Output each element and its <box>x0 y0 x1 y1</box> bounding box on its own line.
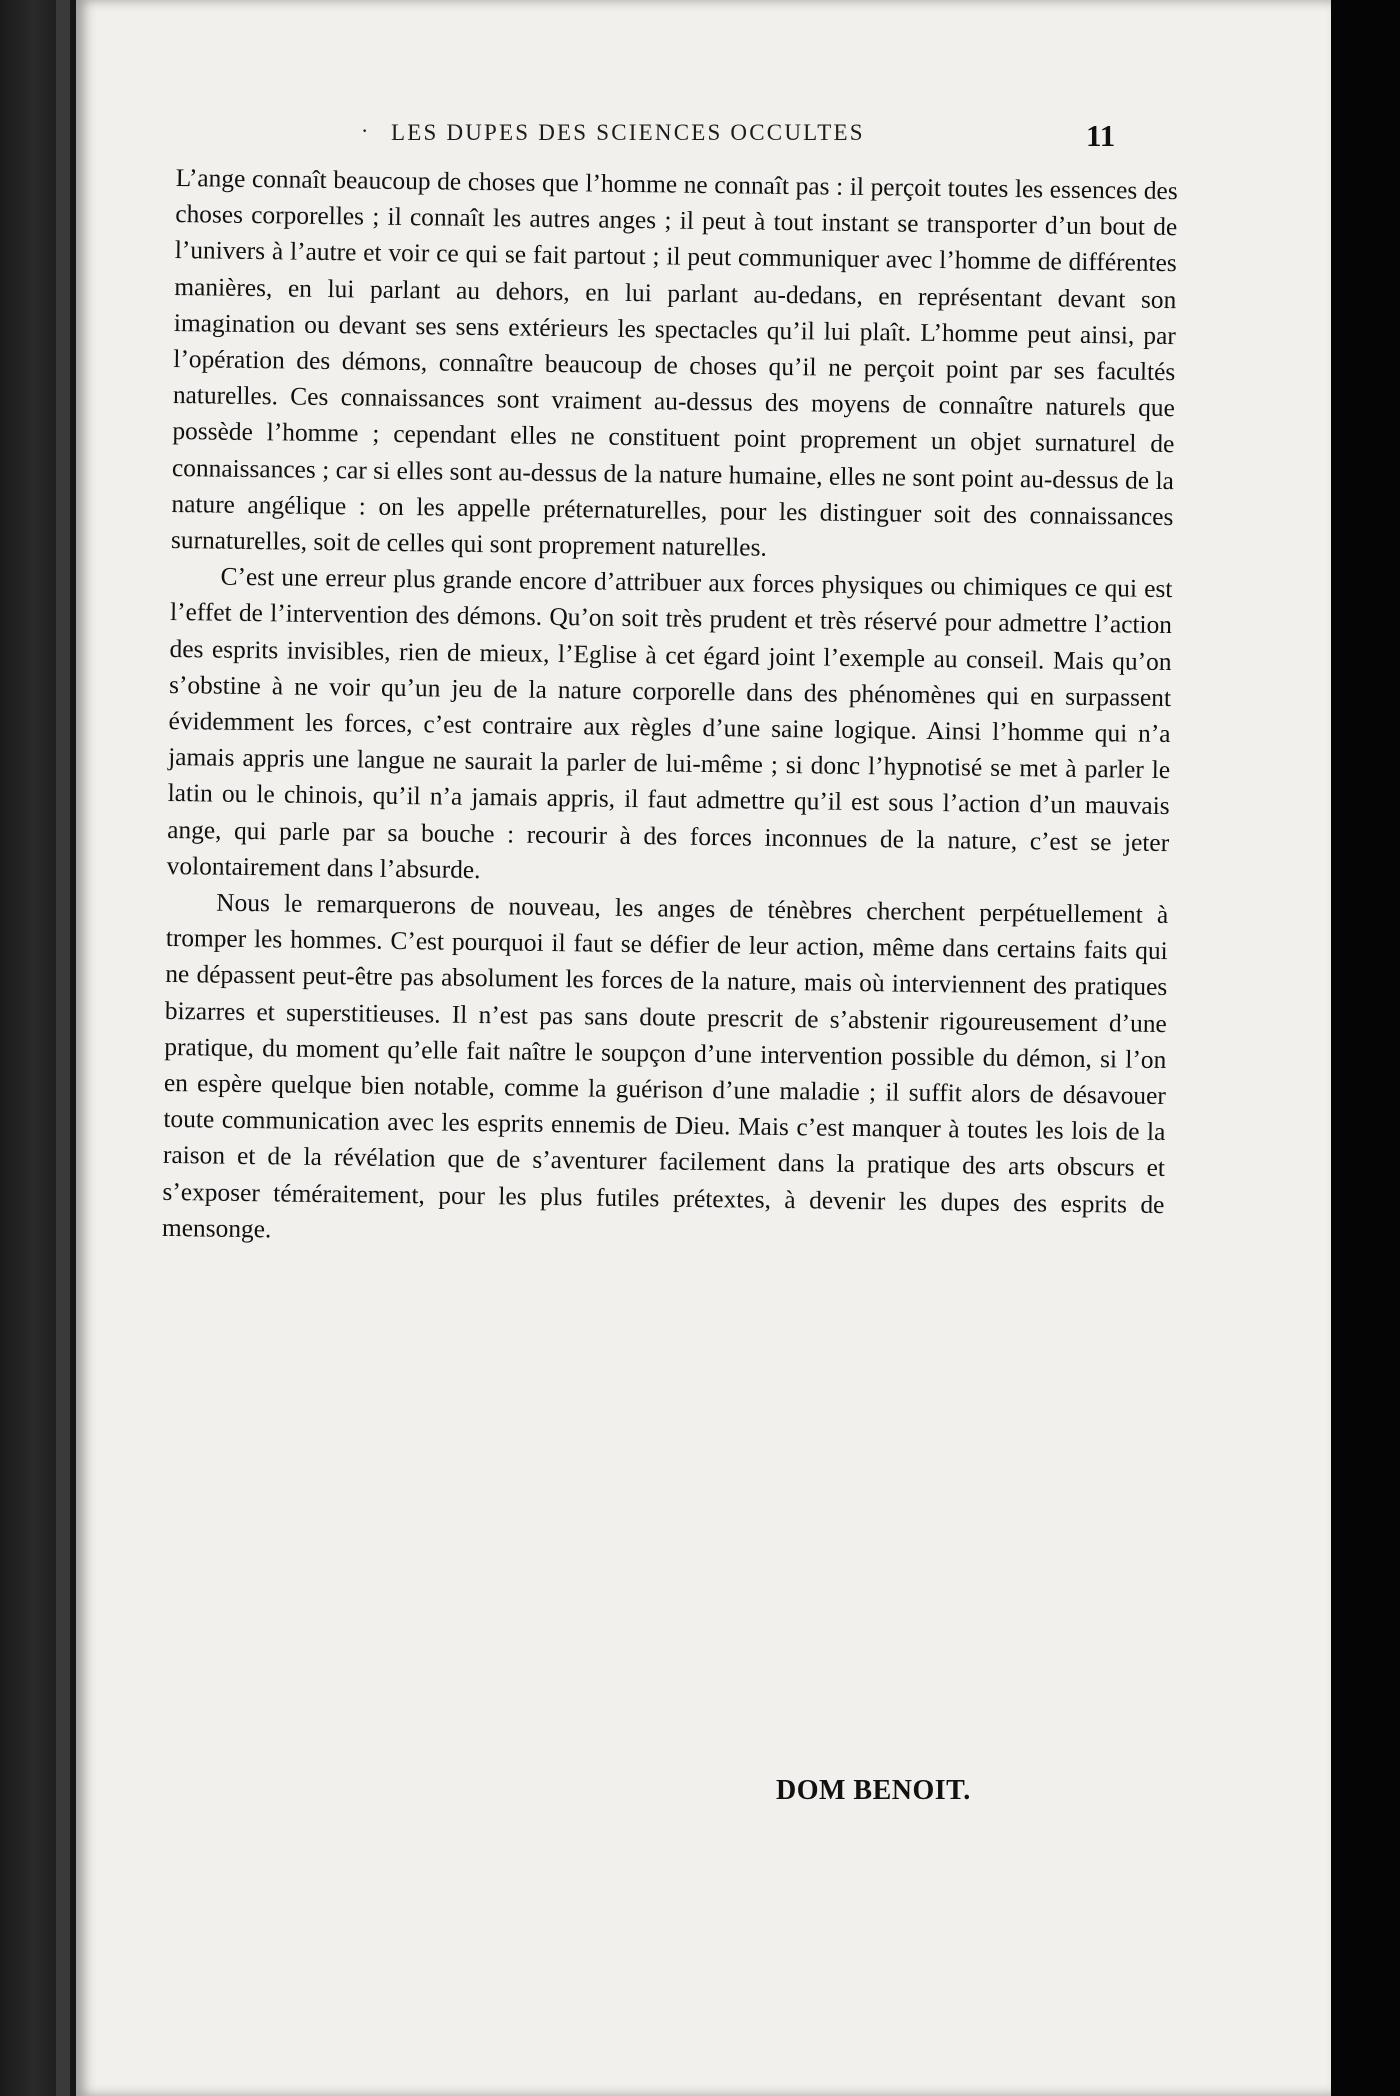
paragraph: L’ange connaît beaucoup de choses que l’homme ne connaît pas : il perçoit toutes les essences des choses corporelles ; il connaît les autres anges ; il peut à tout instant se transporter d’un bout de l’univers à l’autre et voir ce qui se fait partout ; il peut communiquer avec l’homme de différentes manières, en lui parlant au dehors, en lui parlant au-dedans, en représentant devant son imagination ou devant ses sens extérieurs les spectacles qu’il lui plaît. L’homme peut ainsi, par l’opération des démons, connaître beaucoup de choses qu’il ne perçoit point par ses facultés naturelles. Ces connaissances sont vraiment au-dessus des moyens de connaître naturels que possède l’homme ; cependant elles ne constituent point proprement un objet surnaturel de connaissances ; car si elles sont au-dessus de la nature humaine, elles ne sont point au-dessus de la nature angélique : on les appelle préternaturelles, pour les distinguer soit des connaissances surnaturelles, soit de celles qui sont proprement naturelles. <box>170 163 1178 562</box>
running-head <box>76 118 1331 158</box>
running-title: LES DUPES DES SCIENCES OCCULTES <box>391 120 865 145</box>
paragraph: Nous le remarquerons de nouveau, les anges de ténèbres cherchent perpétuellement à tromper les hommes. C’est pourquoi il faut se défier de leur action, même dans certains faits qui ne dépassent peut-être pas absolument les forces de la nature, mais où interviennent des pratiques bizarres et superstitieuses. Il n’est pas sans doute prescrit de s’abstenir rigoureusement d’une pratique, du moment qu’elle fait naître le soupçon d’une intervention possible du démon, si l’on en espère quelque bien notable, comme la guérison d’une maladie ; il suffit alors de désavouer toute communication avec les esprits ennemis de Dieu. Mais c’est manquer à toutes les lois de la raison et de la révélation que de s’aventurer facilement dans la pratique des arts obscurs et s’exposer téméraitement, pour les plus futiles prétextes, à devenir les dupes des esprits de mensonge. <box>161 888 1169 1244</box>
book-page <box>76 0 1331 2096</box>
scan-background <box>1331 0 1400 2096</box>
paragraph: C’est une erreur plus grande encore d’attribuer aux forces physiques ou chimiques ce qui est l’effet de l’intervention des démons. Qu’on soit très prudent et très réservé pour admettre l’action des esprits invisibles, rien de mieux, l’Eglise à cet égard joint l’exemple au conseil. Mais qu’on s’obstine à ne voir qu’un jeu de la nature corporelle dans des phénomènes qui en surpassent évidemment les forces, c’est contraire aux règles d’une saine logique. Ainsi l’homme qui n’a jamais appris une langue ne saurait la parler de lui-même ; si donc l’hypnotisé se met à parler le latin ou le chinois, qu’il n’a jamais appris, il faut admettre qu’il est sous l’action d’un mauvais ange, qui parle par sa bouche : recourir à des forces inconnues de la nature, c’est se jeter volontairement dans l’absurde. <box>166 562 1173 884</box>
book-gutter <box>56 0 70 2096</box>
page-number: 11 <box>1086 118 1116 153</box>
author-signature: DOM BENOIT. <box>776 1775 971 1806</box>
header-dot: · <box>361 118 369 143</box>
body-text <box>162 160 1178 1259</box>
